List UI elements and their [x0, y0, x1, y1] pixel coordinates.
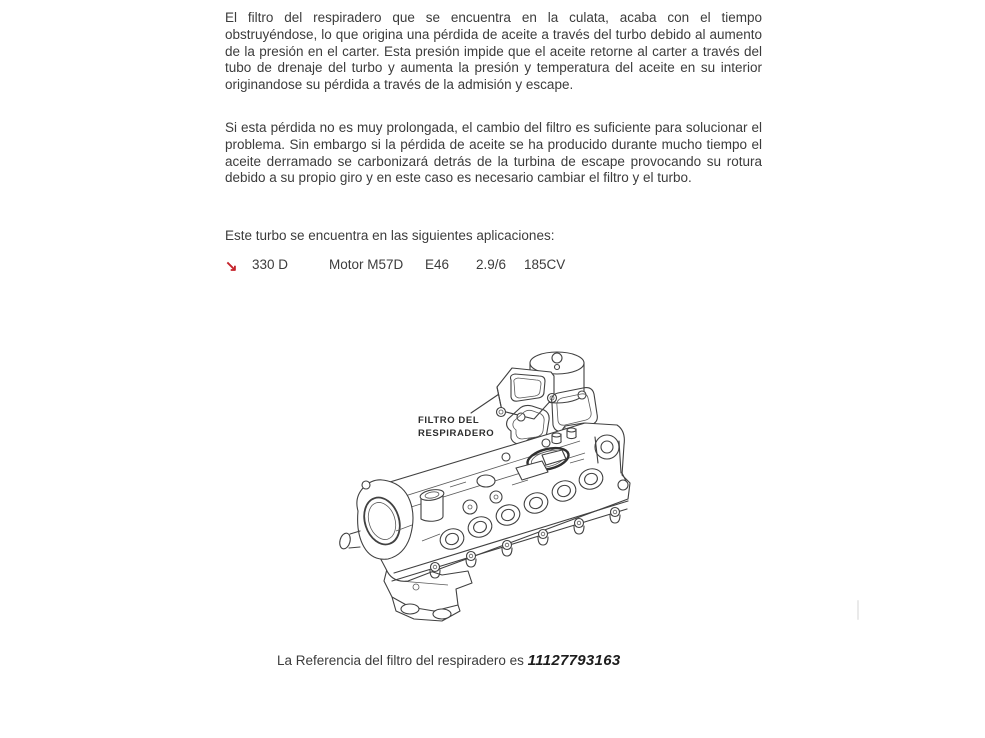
application-displacement: 2.9/6: [476, 257, 507, 272]
body-paragraph-2: Si esta pérdida no es muy prolongada, el cambio del filtro es suficiente para solucionar el problema. Sin embargo si la pérdida de aceite se ha producido durante mucho tiempo el aceite derramado se carbonizará detrás de la turbina de escape provocando su rotura debido a su propio giro y en este caso es necesario cambiar el filtro y el turbo.: [225, 119, 762, 186]
applications-row: [225, 257, 762, 277]
reference-prefix: La Referencia del filtro del respiradero es: [277, 653, 528, 668]
body-paragraph-1: El filtro del respiradero que se encuentra en la culata, acaba con el tiempo obstruyéndose, lo que origina una pérdida de aceite a través del turbo debido al aumento de la presión en el carter. Esta presión impide que el aceite retorne al carter a través del tubo de drenaje del turbo y aumenta la presión y temperatura del aceite en su interior originandose su pérdida a través de la admisión y escape.: [225, 10, 762, 93]
page-artifact: [857, 600, 859, 620]
body-text: [225, 10, 762, 213]
application-power: 185CV: [524, 257, 566, 272]
filter-label-line2: RESPIRADERO: [418, 428, 495, 439]
application-engine: Motor M57D: [329, 257, 404, 272]
valve-cover-body: [338, 423, 630, 621]
reference-number: 11127793163: [527, 652, 621, 669]
filter-label-line1: FILTRO DEL: [418, 415, 480, 426]
applications-intro: Este turbo se encuentra en las siguientes aplicaciones:: [225, 228, 555, 243]
application-chassis: E46: [425, 257, 450, 272]
red-arrow-bullet-icon: ↘: [225, 258, 238, 275]
application-model: 330 D: [252, 257, 289, 272]
reference-line: [277, 652, 620, 669]
filter-label: [418, 414, 494, 440]
valve-cover-diagram: [330, 335, 720, 650]
engine-line-drawing: [330, 335, 720, 650]
